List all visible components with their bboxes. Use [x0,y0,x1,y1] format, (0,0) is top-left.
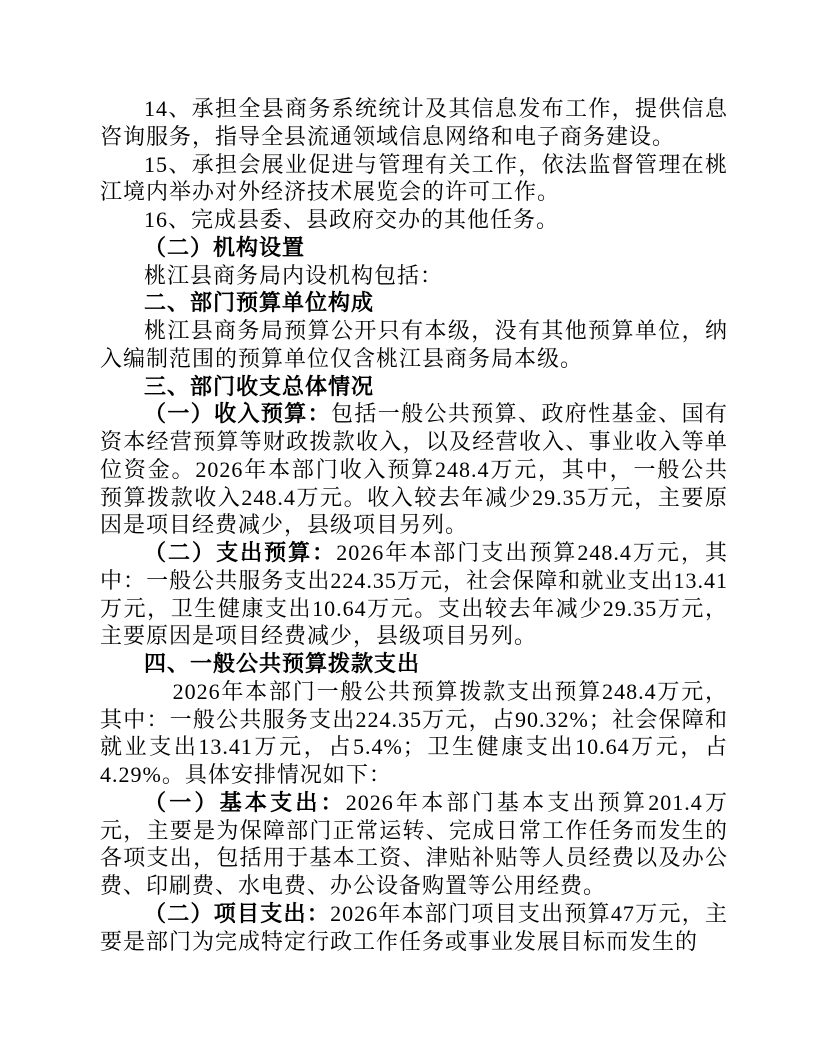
paragraph-lead: （二）项目支出： [144,900,331,926]
document-body [100,95,728,955]
body-paragraph [100,789,728,900]
paragraph-text: 桃江县商务局预算公开只有本级，没有其他预算单位，纳入编制范围的预算单位仅含桃江县商务局本级。 [100,318,728,371]
paragraph-text: 15、承担会展业促进与管理有关工作，依法监督管理在桃江境内举办对外经济技术展览会的许可工作。 [100,151,728,205]
paragraph-text: 二、部门预算单位构成 [144,290,375,316]
paragraph-text: 2026年本部门一般公共预算拨款支出预算248.4万元，其中：一般公共服务支出224.35万元，占90.32%；社会保障和就业支出13.41万元，占5.4%；卫生健康支出10.64万元，占4.29%。具体安排情况如下： [100,678,728,787]
body-paragraph [100,206,728,234]
paragraph-text: 2026年本部门支出预算248.4万元，其中：一般公共服务支出224.35万元，社会保障和就业支出13.41万元，卫生健康支出10.64万元。支出较去年减少29.35万元，主要原因是项目经费减少，县级项目另列。 [100,540,728,649]
body-paragraph [100,95,728,151]
paragraph-text: 14、承担全县商务系统统计及其信息发布工作，提供信息咨询服务，指导全县流通领域信息网络和电子商务建设。 [100,96,728,149]
paragraph-text: 2026年本部门项目支出预算47万元，主要是部门为完成特定行政工作任务或事业发展目标而发生的 [100,900,728,954]
paragraph-lead: （二）支出预算： [144,540,337,565]
body-paragraph [100,539,728,650]
section-heading [100,650,728,678]
paragraph-lead: （一）基本支出： [144,789,346,815]
section-heading [100,373,728,401]
section-heading [100,289,728,317]
body-paragraph [100,151,728,207]
paragraph-text: 桃江县商务局内设机构包括： [144,262,444,288]
paragraph-text: 包括一般公共预算、政府性基金、国有资本经营预算等财政拨款收入，以及经营收入、事业收入等单位资金。2026年本部门收入预算248.4万元，其中，一般公共预算拨款收入248.4万元。收入较去年减少29.35万元，主要原因是项目经费减少，县级项目另列。 [100,401,728,538]
section-heading [100,234,728,262]
paragraph-text: （二）机构设置 [144,234,306,260]
paragraph-lead: （一）收入预算： [144,401,331,427]
body-paragraph [100,400,728,539]
body-paragraph [100,678,728,789]
body-paragraph [100,317,728,373]
body-paragraph [100,900,728,956]
body-paragraph [100,262,728,290]
paragraph-text: 四、一般公共预算拨款支出 [144,651,421,676]
paragraph-text: 三、部门收支总体情况 [144,373,375,399]
paragraph-text: 16、完成县委、县政府交办的其他任务。 [144,207,560,232]
paragraph-text: 2026年本部门基本支出预算201.4万元，主要是为保障部门正常运转、完成日常工作任务而发生的各项支出，包括用于基本工资、津贴补贴等人员经费以及办公费、印刷费、水电费、办公设备购置等公用经费。 [100,789,728,898]
